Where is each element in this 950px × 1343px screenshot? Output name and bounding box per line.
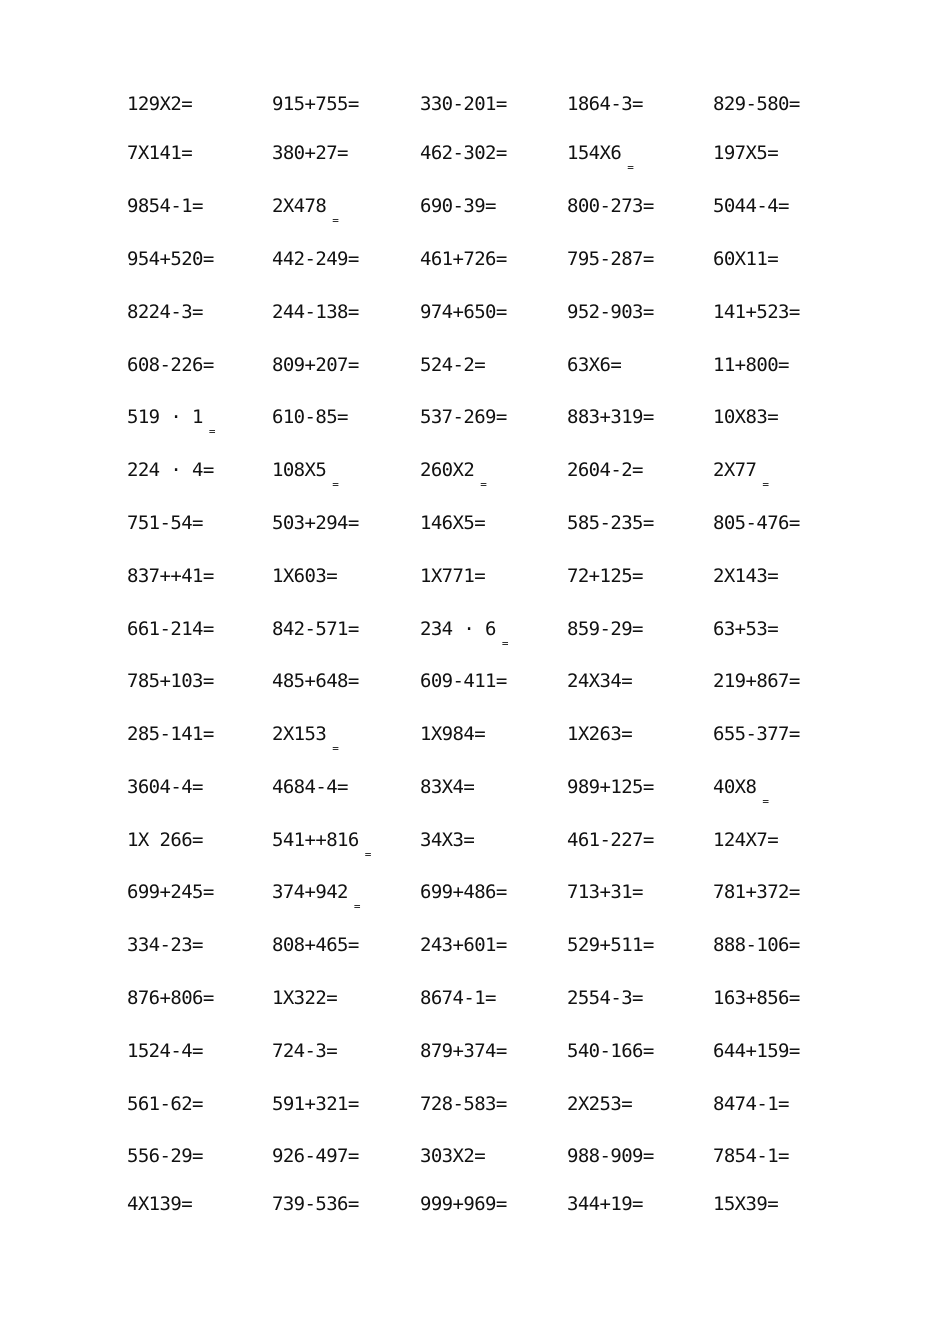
arithmetic-problem [127,614,214,644]
arithmetic-problem [272,244,359,274]
problem-row [0,1141,950,1171]
problem-text: 260X2 [420,459,475,481]
problem-text: 334-23= [127,934,203,956]
arithmetic-problem [713,877,800,907]
problem-text: 699+245= [127,881,214,903]
problem-text: 795-287= [567,248,654,270]
arithmetic-problem [272,825,372,861]
arithmetic-problem [567,297,654,327]
subscript-equals-sign: = [480,478,487,491]
problem-text: 2X143= [713,565,779,587]
problem-text: 8674-1= [420,987,496,1009]
arithmetic-problem [420,772,474,802]
problem-text: 63+53= [713,618,779,640]
problem-text: 915+755= [272,93,359,115]
arithmetic-problem [567,983,643,1013]
problem-text: 224 · 4= [127,459,214,481]
arithmetic-problem [420,930,507,960]
subscript-equals-sign: = [762,795,769,808]
arithmetic-problem [127,508,203,538]
problem-text: 829-580= [713,93,800,115]
arithmetic-problem [127,350,214,380]
problem-text: 2X253= [567,1093,633,1115]
problem-text: 285-141= [127,723,214,745]
problem-text: 699+486= [420,881,507,903]
arithmetic-problem [713,1189,778,1219]
problem-text: 888-106= [713,934,800,956]
problem-text: 303X2= [420,1145,486,1167]
problem-text: 154X6 [567,142,622,164]
problem-row [0,561,950,591]
problem-text: 989+125= [567,776,654,798]
problem-text: 1X263= [567,723,633,745]
arithmetic-problem [713,455,769,491]
arithmetic-problem [272,772,348,802]
arithmetic-problem [713,666,800,696]
arithmetic-problem [420,138,507,168]
problem-text: 1X771= [420,565,486,587]
arithmetic-problem [567,508,654,538]
subscript-equals-sign: = [208,425,216,438]
problem-text: 537-269= [420,406,507,428]
problem-row [0,983,950,1013]
arithmetic-problem [127,455,214,485]
arithmetic-problem [420,1141,485,1171]
problem-text: 556-29= [127,1145,203,1167]
problem-text: 952-903= [567,301,654,323]
problem-text: 10X83= [713,406,779,428]
problem-text: 5044-4= [713,195,789,217]
problem-text: 344+19= [567,1193,643,1215]
arithmetic-problem [272,1036,337,1066]
problem-text: 561-62= [127,1093,203,1115]
problem-text: 999+969= [420,1193,507,1215]
problem-text: 724-3= [272,1040,338,1062]
problem-text: 728-583= [420,1093,507,1115]
problem-text: 809+207= [272,354,359,376]
problem-text: 462-302= [420,142,507,164]
subscript-equals-sign: = [332,214,339,227]
arithmetic-problem [272,508,359,538]
subscript-equals-sign: = [332,742,339,755]
arithmetic-problem [713,983,800,1013]
problem-text: 442-249= [272,248,359,270]
problem-text: 124X7= [713,829,779,851]
arithmetic-problem [272,89,359,119]
problem-text: 60X11= [713,248,779,270]
problem-row [0,508,950,538]
arithmetic-problem [127,983,214,1013]
arithmetic-problem [420,1089,507,1119]
problem-text: 11+800= [713,354,789,376]
arithmetic-problem [713,138,778,168]
arithmetic-problem [713,1089,789,1119]
problem-text: 926-497= [272,1145,359,1167]
problem-row [0,877,950,913]
arithmetic-problem [127,244,214,274]
problem-text: 1X603= [272,565,338,587]
problem-text: 2X77 [713,459,757,481]
arithmetic-problem [272,930,359,960]
arithmetic-problem [420,1189,507,1219]
arithmetic-problem [127,666,214,696]
problem-text: 585-235= [567,512,654,534]
arithmetic-problem [567,614,643,644]
problem-text: 485+648= [272,670,359,692]
arithmetic-problem [127,89,192,119]
arithmetic-problem [272,297,359,327]
arithmetic-problem [272,561,337,591]
problem-text: 974+650= [420,301,507,323]
arithmetic-problem [567,89,643,119]
arithmetic-problem [567,350,621,380]
problem-text: 883+319= [567,406,654,428]
problem-text: 63X6= [567,354,622,376]
problem-text: 3604-4= [127,776,203,798]
arithmetic-problem [567,1036,654,1066]
arithmetic-problem [127,719,214,749]
problem-text: 2X478 [272,195,327,217]
arithmetic-problem [127,138,192,168]
arithmetic-problem [272,350,359,380]
arithmetic-problem [713,772,769,808]
problem-text: 781+372= [713,881,800,903]
arithmetic-problem [127,930,203,960]
arithmetic-problem [420,666,507,696]
problem-text: 34X3= [420,829,475,851]
arithmetic-problem [420,191,496,221]
arithmetic-problem [127,1189,192,1219]
arithmetic-problem [567,138,634,174]
problem-row [0,455,950,491]
problem-text: 519 · 1 [127,406,203,428]
problem-text: 739-536= [272,1193,359,1215]
arithmetic-problem [272,455,339,491]
problem-row [0,719,950,755]
arithmetic-problem [713,561,778,591]
arithmetic-problem [713,1036,800,1066]
subscript-equals-sign: = [364,848,372,861]
problem-row [0,825,950,861]
arithmetic-problem [567,561,643,591]
problem-text: 2604-2= [567,459,643,481]
problem-text: 879+374= [420,1040,507,1062]
arithmetic-problem [127,877,214,907]
problem-row [0,350,950,380]
arithmetic-problem [127,297,203,327]
problem-text: 461+726= [420,248,507,270]
problem-text: 234 · 6 [420,618,496,640]
arithmetic-problem [713,244,778,274]
arithmetic-problem [567,930,654,960]
problem-text: 655-377= [713,723,800,745]
arithmetic-problem [567,191,654,221]
arithmetic-problem [420,402,507,432]
arithmetic-problem [420,1036,507,1066]
subscript-equals-sign: = [627,161,634,174]
problem-text: 40X8 [713,776,757,798]
arithmetic-problem [420,244,507,274]
arithmetic-problem [127,561,214,591]
problem-text: 1864-3= [567,93,643,115]
arithmetic-problem [567,1141,654,1171]
arithmetic-problem [420,561,485,591]
arithmetic-problem [567,1189,643,1219]
problem-text: 83X4= [420,776,475,798]
problem-row [0,1089,950,1119]
arithmetic-problem [567,402,654,432]
problem-text: 7X141= [127,142,193,164]
arithmetic-problem [713,89,800,119]
problem-text: 163+856= [713,987,800,1009]
arithmetic-problem [420,614,509,650]
arithmetic-problem [272,402,348,432]
problem-text: 842-571= [272,618,359,640]
problem-row [0,244,950,274]
problem-text: 129X2= [127,93,193,115]
problem-row [0,297,950,327]
arithmetic-problem [272,719,339,755]
arithmetic-problem [713,930,800,960]
arithmetic-problem [420,719,485,749]
arithmetic-problem [713,191,789,221]
problem-text: 988-909= [567,1145,654,1167]
problem-text: 219+867= [713,670,800,692]
problem-row [0,666,950,696]
problem-text: 2X153 [272,723,327,745]
arithmetic-problem [420,508,485,538]
problem-row [0,772,950,808]
arithmetic-problem [420,825,474,855]
arithmetic-problem [567,455,643,485]
arithmetic-problem [713,719,800,749]
problem-text: 661-214= [127,618,214,640]
arithmetic-problem [567,719,632,749]
arithmetic-problem [420,877,507,907]
problem-text: 4X139= [127,1193,193,1215]
problem-row [0,402,950,438]
problem-text: 330-201= [420,93,507,115]
problem-text: 1524-4= [127,1040,203,1062]
problem-text: 374+942 [272,881,348,903]
arithmetic-problem [127,825,203,855]
problem-text: 8224-3= [127,301,203,323]
arithmetic-problem [420,297,507,327]
arithmetic-problem [127,1036,203,1066]
problem-text: 503+294= [272,512,359,534]
arithmetic-problem [127,402,216,438]
problem-text: 146X5= [420,512,486,534]
arithmetic-problem [127,1141,203,1171]
arithmetic-problem [420,983,496,1013]
problem-text: 954+520= [127,248,214,270]
arithmetic-problem [713,402,778,432]
problem-text: 141+523= [713,301,800,323]
problem-text: 4684-4= [272,776,348,798]
arithmetic-problem [567,1089,632,1119]
problem-row [0,1036,950,1066]
arithmetic-problem [272,983,337,1013]
problem-row [0,191,950,227]
problem-text: 15X39= [713,1193,779,1215]
arithmetic-problem [713,614,778,644]
problem-text: 805-476= [713,512,800,534]
problem-text: 808+465= [272,934,359,956]
subscript-equals-sign: = [353,900,361,913]
arithmetic-problem [713,508,800,538]
problem-text: 380+27= [272,142,348,164]
subscript-equals-sign: = [332,478,339,491]
problem-text: 837++41= [127,565,214,587]
arithmetic-problem [272,877,361,913]
arithmetic-problem [567,244,654,274]
problem-text: 244-138= [272,301,359,323]
problem-row [0,930,950,960]
problem-text: 608-226= [127,354,214,376]
arithmetic-problem [420,350,485,380]
problem-text: 24X34= [567,670,633,692]
problem-text: 591+321= [272,1093,359,1115]
arithmetic-problem [420,89,507,119]
arithmetic-problem [420,455,487,491]
problem-text: 610-85= [272,406,348,428]
problem-text: 541++816 [272,829,359,851]
arithmetic-problem [567,877,643,907]
arithmetic-problem [272,138,348,168]
problem-text: 72+125= [567,565,643,587]
arithmetic-problem [127,191,203,221]
problem-text: 461-227= [567,829,654,851]
problem-text: 690-39= [420,195,496,217]
problem-row [0,1189,950,1219]
problem-text: 108X5 [272,459,327,481]
arithmetic-problem [567,772,654,802]
arithmetic-problem [713,1141,789,1171]
subscript-equals-sign: = [762,478,769,491]
arithmetic-problem [272,666,359,696]
problem-row [0,89,950,119]
problem-text: 2554-3= [567,987,643,1009]
problem-text: 644+159= [713,1040,800,1062]
problem-text: 9854-1= [127,195,203,217]
arithmetic-problem [127,1089,203,1119]
problem-row [0,138,950,174]
problem-text: 713+31= [567,881,643,903]
problem-text: 800-273= [567,195,654,217]
problem-text: 524-2= [420,354,486,376]
problem-text: 540-166= [567,1040,654,1062]
problem-text: 8474-1= [713,1093,789,1115]
arithmetic-problem [272,1089,359,1119]
problem-text: 7854-1= [713,1145,789,1167]
arithmetic-problem [567,825,654,855]
arithmetic-problem [567,666,632,696]
arithmetic-problem [713,297,800,327]
arithmetic-problem [713,350,789,380]
subscript-equals-sign: = [501,637,509,650]
arithmetic-problem [272,191,339,227]
problem-text: 197X5= [713,142,779,164]
problem-text: 785+103= [127,670,214,692]
problem-text: 859-29= [567,618,643,640]
problem-text: 243+601= [420,934,507,956]
arithmetic-problem [272,1189,359,1219]
arithmetic-problem [272,1141,359,1171]
arithmetic-problem [127,772,203,802]
arithmetic-problem [272,614,359,644]
problem-text: 751-54= [127,512,203,534]
problem-row [0,614,950,650]
problem-text: 1X984= [420,723,486,745]
problem-text: 1X 266= [127,829,203,851]
problem-text: 876+806= [127,987,214,1009]
problem-text: 1X322= [272,987,338,1009]
arithmetic-problem [713,825,778,855]
problem-text: 529+511= [567,934,654,956]
problem-text: 609-411= [420,670,507,692]
